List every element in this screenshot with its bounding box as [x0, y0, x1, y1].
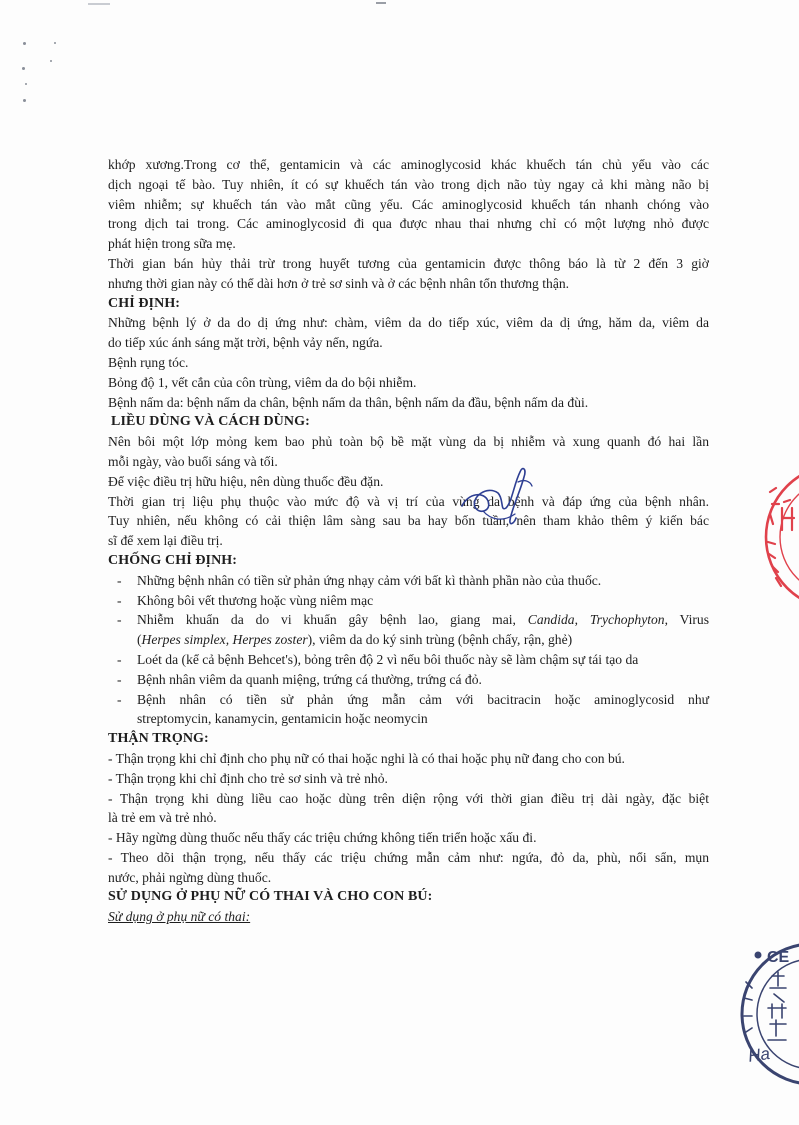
paragraph-line: viêm nhiễm; sự khuếch tán vào mắt cũng yếu. Các aminoglycosid khuếch tán nhanh chóng vào: [108, 196, 709, 212]
list-item-text: Bệnh nhân có tiền sử phản ứng mẫn cảm với bacitracin hoặc aminoglycosid như: [137, 691, 709, 707]
paragraph-line: nhưng thời gian này có thể dài hơn ở trẻ sơ sinh và ở các bệnh nhân tổn thương thận.: [108, 275, 570, 291]
paragraph-line: Bỏng độ 1, vết cắn của côn trùng, viêm da do bội nhiễm.: [108, 374, 417, 390]
stamp-glyph: [768, 488, 794, 586]
signature: [452, 462, 540, 532]
scan-speck: [23, 99, 26, 102]
blue-seal-stamp: [732, 932, 799, 1097]
paragraph-line: - Theo dõi thận trọng, nếu thấy các triệu chứng mẫn cảm như: ngứa, đỏ da, phù, nổi sẩn, mụn: [108, 849, 709, 865]
scan-mark: [88, 3, 110, 5]
list-item-continuation: [108, 630, 709, 650]
list-item: [108, 690, 709, 710]
list-item-continuation: [108, 709, 709, 729]
list-item-text: [137, 630, 709, 650]
list-item-text: Không bôi vết thương hoặc vùng niêm mạc: [137, 592, 374, 608]
text-run: ), viêm da do ký sinh trùng (bệnh chấy, rận, ghẻ): [307, 632, 573, 648]
paragraph-line: - Hãy ngừng dùng thuốc nếu thấy các triệu chứng không tiến triển hoặc xấu đi.: [108, 830, 537, 846]
paragraph-line: - Thận trọng khi dùng liều cao hoặc dùng trên diện rộng với thời gian điều trị dài ngày, đặc biệt: [108, 790, 709, 806]
stamp-ring-inner: [780, 479, 799, 595]
bullet-dash: -: [117, 592, 122, 608]
scan-mark: [376, 2, 386, 4]
list-item-text: streptomycin, kanamycin, gentamicin hoặc neomycin: [137, 711, 428, 727]
paragraph-line: do tiếp xúc ánh sáng mặt trời, bệnh vảy nến, ngứa.: [108, 335, 383, 351]
text-run: ,: [574, 612, 590, 628]
paragraph-line: Những bệnh lý ở da do dị ứng như: chàm, viêm da do tiếp xúc, viêm da dị ứng, hăm da, viêm da: [108, 315, 709, 331]
subheading-pregnancy: [108, 907, 709, 927]
paragraph-line: Bệnh nấm da: bệnh nấm da chân, bệnh nấm da thân, bệnh nấm da đầu, bệnh nấm da đùi.: [108, 394, 589, 410]
list-item: [108, 650, 709, 670]
scan-speck: [22, 67, 25, 70]
paragraph-line: dịch ngoại tế bào. Tuy nhiên, ít có sự khuếch tán vào trong dịch não tủy ngay cả khi màng não bị: [108, 176, 709, 192]
paragraph-line: - Thận trọng khi chỉ định cho trẻ sơ sinh và trẻ nhỏ.: [108, 770, 388, 786]
paragraph-line: Thời gian bán hủy thải trừ trong huyết tương của gentamicin được thông báo là từ 2 đến 3 giờ: [108, 255, 709, 271]
paragraph-line: Để việc điều trị hữu hiệu, nên dùng thuốc đều đặn.: [108, 473, 384, 489]
organism-name: Trychophyton: [589, 612, 665, 628]
organism-name: Candida: [527, 612, 575, 628]
paragraph-line: Nên bôi một lớp mỏng kem bao phủ toàn bộ bề mặt vùng da bị nhiễm và xung quanh đó hai lần: [108, 434, 709, 450]
paragraph-line: trong dịch tai trong. Các aminoglycosid đi qua được nhau thai nhưng chỉ có một lượng nhỏ được: [108, 216, 709, 232]
red-seal-stamp: [758, 462, 799, 612]
list-item: [108, 571, 709, 591]
paragraph-line: Tuy nhiên, nếu không có cải thiện lâm sàng sau ba hay bốn tuần, nên tham khảo thêm ý kiến bác: [108, 513, 709, 529]
scan-speck: [54, 42, 56, 44]
list-item-text: Loét da (kể cả bệnh Behcet's), bỏng trên độ 2 vì nếu bôi thuốc này sẽ làm chậm sự tái tạo da: [137, 651, 639, 667]
signature-stroke: [483, 481, 532, 520]
stamp-top-text: CE: [767, 949, 790, 966]
bullet-dash: -: [117, 572, 122, 588]
bullet-dash: -: [117, 671, 122, 687]
stamp-dot: [755, 952, 762, 959]
paragraph-line: khớp xương.Trong cơ thể, gentamicin và các aminoglycosid khác khuếch tán chủ yếu vào các: [108, 157, 709, 172]
paragraph-line: Bệnh rụng tóc.: [108, 354, 189, 370]
paragraph-line: - Thận trọng khi chỉ định cho phụ nữ có thai hoặc nghi là có thai hoặc phụ nữ đang cho con bú.: [108, 750, 625, 766]
section-heading-dosage: LIỀU DÙNG VÀ CÁCH DÙNG:: [111, 414, 310, 430]
section-heading-pregnancy: SỬ DỤNG Ở PHỤ NỮ CÓ THAI VÀ CHO CON BÚ:: [108, 889, 433, 905]
section-heading-contraindications: CHỐNG CHỈ ĐỊNH:: [108, 552, 238, 568]
list-item-text: Bệnh nhân viêm da quanh miệng, trứng cá thường, trứng cá đỏ.: [137, 671, 482, 687]
text-run: , Virus: [664, 612, 709, 628]
section-heading-indications: CHỈ ĐỊNH:: [108, 295, 181, 311]
list-item: [108, 610, 709, 630]
signature-stroke: [462, 469, 525, 524]
subheading-text: Sử dụng ở phụ nữ có thai:: [108, 909, 251, 925]
list-item-text: [137, 610, 709, 630]
paragraph-line: sĩ để xem lại điều trị.: [108, 533, 223, 549]
scan-speck: [50, 60, 52, 62]
paragraph-line: nước, phải ngừng dùng thuốc.: [108, 869, 272, 885]
list-item: [108, 670, 709, 690]
list-item: [108, 591, 709, 611]
paragraph-line: phát hiện trong sữa mẹ.: [108, 236, 236, 252]
scan-speck: [23, 42, 26, 45]
bullet-dash: -: [117, 651, 122, 667]
bullet-dash: -: [117, 691, 122, 707]
stamp-ring-outer: [766, 465, 799, 609]
paragraph-line: là trẻ em và trẻ nhỏ.: [108, 810, 217, 826]
stamp-bottom-text: Ha: [746, 1044, 772, 1066]
paragraph-line: mỗi ngày, vào buổi sáng và tối.: [108, 453, 278, 469]
list-item-text: Những bệnh nhân có tiền sử phản ứng nhạy cảm với bất kì thành phần nào của thuốc.: [137, 572, 602, 588]
text-run: (: [137, 632, 142, 648]
scan-speck: [25, 83, 27, 85]
document-body: [108, 155, 709, 927]
text-run: Nhiễm khuẩn da do vi khuẩn gây bệnh lao, giang mai,: [137, 612, 528, 628]
organism-name: Herpes simplex, Herpes zoster: [141, 632, 308, 648]
section-heading-precautions: THẬN TRỌNG:: [108, 731, 209, 747]
paragraph-line: Thời gian trị liệu phụ thuộc vào mức độ và vị trí của vùng da bệnh và đáp ứng của bệnh nhân.: [108, 493, 709, 509]
bullet-dash: -: [117, 612, 122, 628]
